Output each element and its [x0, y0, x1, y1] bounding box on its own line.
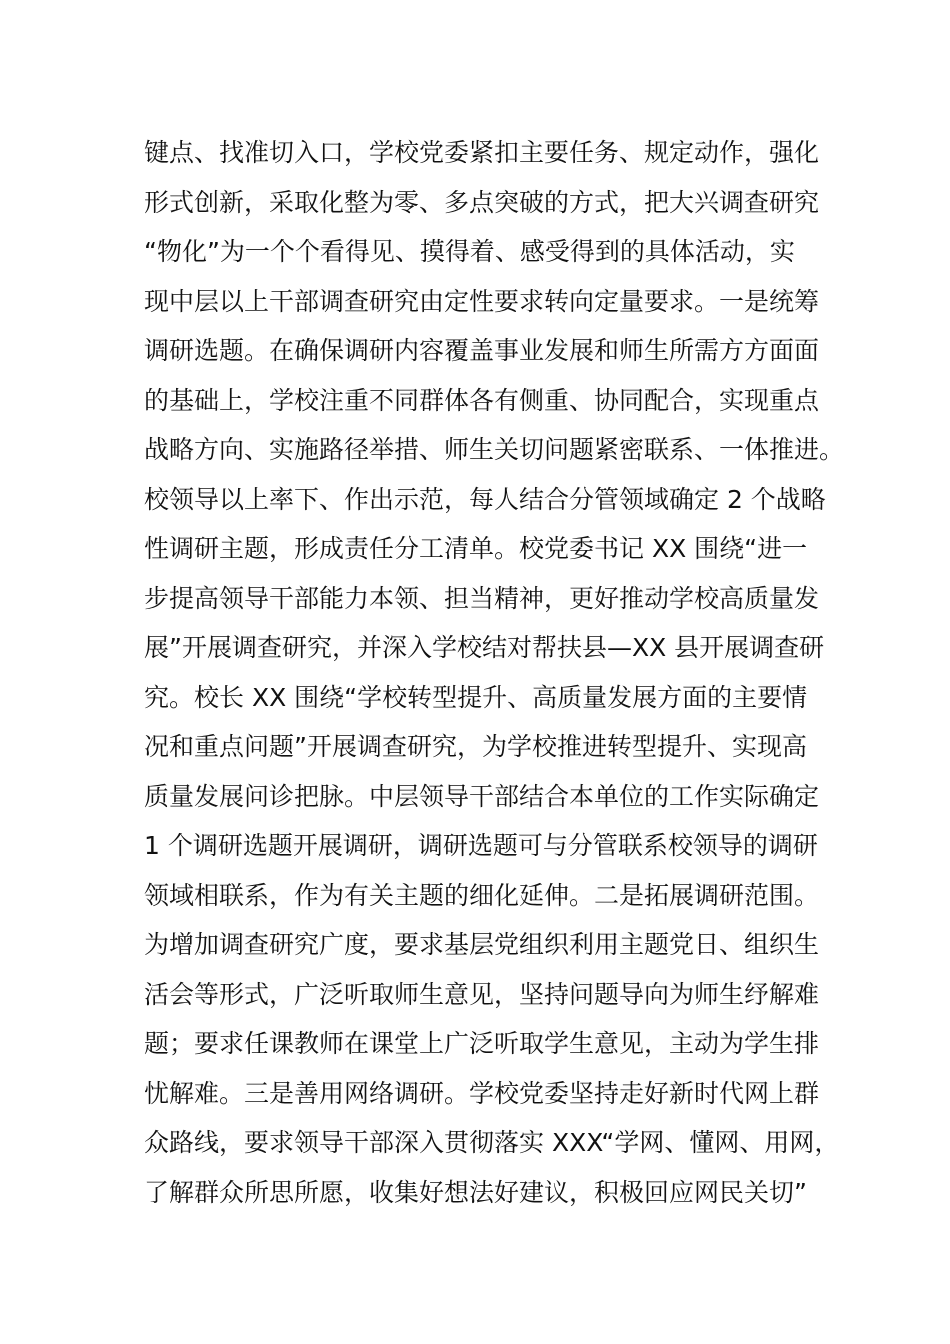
text-line: 究。校长 XX 围绕“学校转型提升、高质量发展方面的主要情: [144, 682, 808, 712]
text-line: 键点、找准切入口，学校党委紧扣主要任务、规定动作，强化: [144, 138, 820, 167]
text-line: 战略方向、实施路径举措、师生关切问题紧密联系、一体推进。: [144, 435, 845, 464]
text-line: 调研选题。在确保调研内容覆盖事业发展和师生所需方方面面: [144, 336, 820, 365]
text-line: 众路线，要求领导干部深入贯彻落实 XXX“学网、懂网、用网，: [144, 1128, 840, 1157]
text-line: 为增加调查研究广度，要求基层党组织利用主题党日、组织生: [144, 930, 820, 959]
text-line: 性调研主题，形成责任分工清单。校党委书记 XX 围绕“进一: [144, 534, 808, 563]
text-line: 活会等形式，广泛听取师生意见，坚持问题导向为师生纾解难: [144, 979, 820, 1009]
text-line: 忧解难。三是善用网络调研。学校党委坚持走好新时代网上群: [144, 1078, 820, 1108]
text-line: 的基础上，学校注重不同群体各有侧重、协同配合，实现重点: [144, 385, 820, 415]
text-line: 1 个调研选题开展调研，调研选题可与分管联系校领导的调研: [144, 831, 818, 860]
text-line: 质量发展问诊把脉。中层领导干部结合本单位的工作实际确定: [144, 781, 820, 811]
text-line: 步提高领导干部能力本领、担当精神，更好推动学校高质量发: [144, 583, 820, 613]
text-line: “物化”为一个个看得见、摸得着、感受得到的具体活动，实: [144, 237, 795, 266]
text-line: 题；要求任课教师在课堂上广泛听取学生意见，主动为学生排: [144, 1029, 820, 1058]
text-line: 况和重点问题”开展调查研究，为学校推进转型提升、实现高: [144, 732, 807, 761]
text-line: 形式创新，采取化整为零、多点突破的方式，把大兴调查研究: [144, 187, 820, 217]
text-line: 现中层以上干部调查研究由定性要求转向定量要求。一是统筹: [144, 286, 820, 316]
text-line: 领域相联系，作为有关主题的细化延伸。二是拓展调研范围。: [144, 880, 820, 910]
text-line: 校领导以上率下、作出示范，每人结合分管领域确定 2 个战略: [144, 484, 826, 514]
text-line: 了解群众所思所愿，收集好想法好建议，积极回应网民关切”: [144, 1177, 807, 1207]
body-text: [144, 128, 845, 1217]
text-line: 展”开展调查研究，并深入学校结对帮扶县—XX 县开展调查研: [144, 633, 825, 662]
